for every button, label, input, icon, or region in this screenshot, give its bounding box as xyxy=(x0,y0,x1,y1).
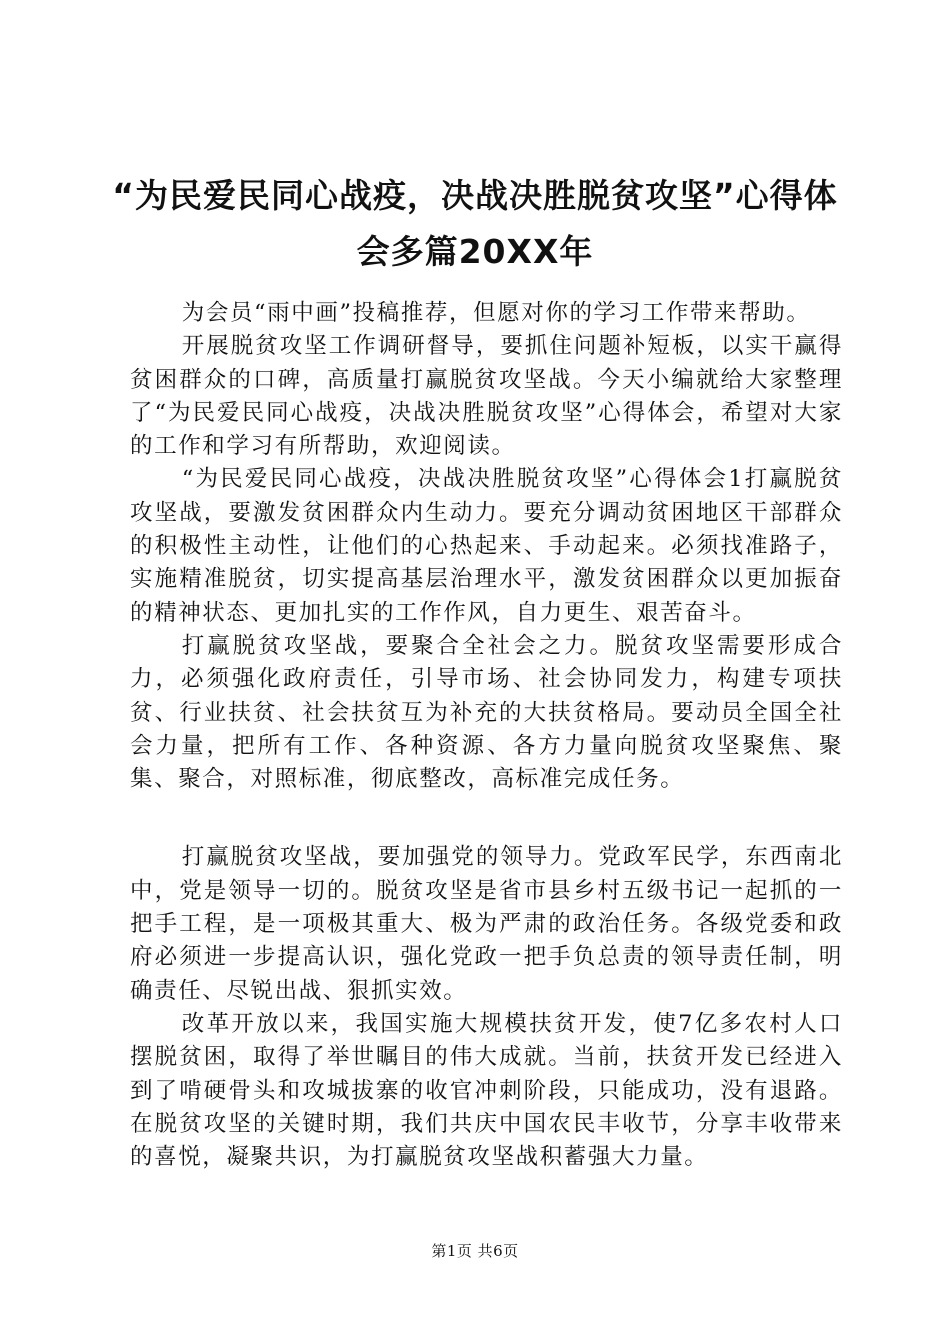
paragraph-inner-motivation: “为民爱民同心战疫，决战决胜脱贫攻坚”心得体会1打赢脱贫攻坚战，要激发贫困群众内生动力。要充分调动贫困地区干部群众的积极性主动性，让他们的心热起来、手动起来。必须找准路子，实施精准脱贫，切实提高基层治理水平，激发贫困群众以更加振奋的精神状态、更加扎实的工作作风，自力更生、艰苦奋斗。 xyxy=(130,466,843,626)
paragraph-spacer xyxy=(130,796,843,841)
paragraph-intro: 为会员“雨中画”投稿推荐，但愿对你的学习工作带来帮助。 xyxy=(181,300,811,326)
paragraph-social-force: 打赢脱贫攻坚战，要聚合全社会之力。脱贫攻坚需要形成合力，必须强化政府责任，引导市场、社会协同发力，构建专项扶贫、行业扶贫、社会扶贫互为补充的大扶贫格局。要动员全国全社会力量，把所有工作、各种资源、各方力量向脱贫攻坚聚焦、聚集、聚合，对照标准，彻底整改，高标准完成任务。 xyxy=(130,632,843,793)
document-title: “为民爱民同心战疫，决战决胜脱贫攻坚”心得体会多篇20XX年 xyxy=(112,176,838,271)
document-body xyxy=(130,297,843,1174)
paragraph-party-leadership: 打赢脱贫攻坚战，要加强党的领导力。党政军民学，东西南北中，党是领导一切的。脱贫攻坚是省市县乡村五级书记一起抓的一把手工程，是一项极其重大、极为严肃的政治任务。各级党委和政府必须进一步提高认识，强化党政一把手负总责的领导责任制，明确责任、尽锐出战、狠抓实效。 xyxy=(130,844,843,1004)
paragraph-reform-achievements: 改革开放以来，我国实施大规模扶贫开发，使7亿多农村人口摆脱贫困，取得了举世瞩目的伟大成就。当前，扶贫开发已经进入到了啃硬骨头和攻城拔寨的收官冲刺阶段，只能成功，没有退路。在脱贫攻坚的关键时期，我们共庆中国农民丰收节，分享丰收带来的喜悦，凝聚共识，为打赢脱贫攻坚战积蓄强大力量。 xyxy=(130,1010,843,1171)
paragraph-summary: 开展脱贫攻坚工作调研督导，要抓住问题补短板，以实干赢得贫困群众的口碑，高质量打赢脱贫攻坚战。今天小编就给大家整理了“为民爱民同心战疫，决战决胜脱贫攻坚”心得体会，希望对大家的工作和学习有所帮助，欢迎阅读。 xyxy=(130,333,843,460)
page-number-footer: 第1页 共6页 xyxy=(431,1242,519,1260)
